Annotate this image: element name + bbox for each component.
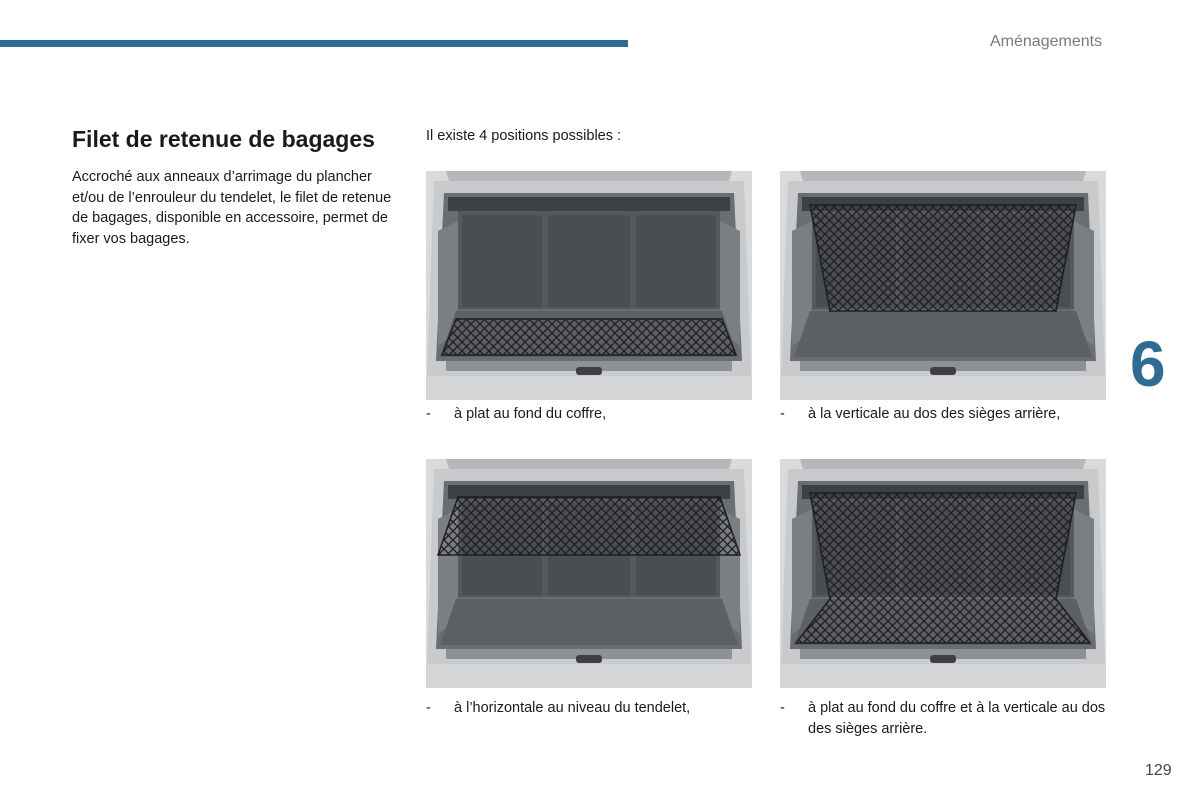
intro-paragraph: Accroché aux anneaux d’arrimage du plancher et/ou de l’enrouleur du tendelet, le filet de retenue de bagages, disponible en accessoire, permet de fixer vos bagages. (72, 169, 392, 247)
section-label: Aménagements (990, 33, 1103, 50)
illustration-net-floor-and-vertical (780, 459, 1106, 688)
caption-net-floor: - à plat au fond du coffre, (426, 406, 607, 422)
chapter-number: 6 (1130, 328, 1166, 400)
caption-net-floor-and-vertical: - à plat au fond du coffre et à la verticale au dos des sièges arrière. (780, 700, 1106, 737)
illustration-net-vertical (780, 171, 1106, 400)
page-number: 129 (1145, 762, 1172, 779)
illustration-net-horizontal (426, 459, 752, 688)
page-title: Filet de retenue de bagages (72, 126, 375, 152)
header-accent-bar (0, 40, 628, 47)
caption-net-vertical: - à la verticale au dos des sièges arrière, (780, 406, 1061, 422)
caption-net-horizontal: - à l’horizontale au niveau du tendelet, (426, 700, 691, 716)
illustration-net-floor (426, 171, 752, 400)
positions-lead: Il existe 4 positions possibles : (426, 128, 622, 144)
